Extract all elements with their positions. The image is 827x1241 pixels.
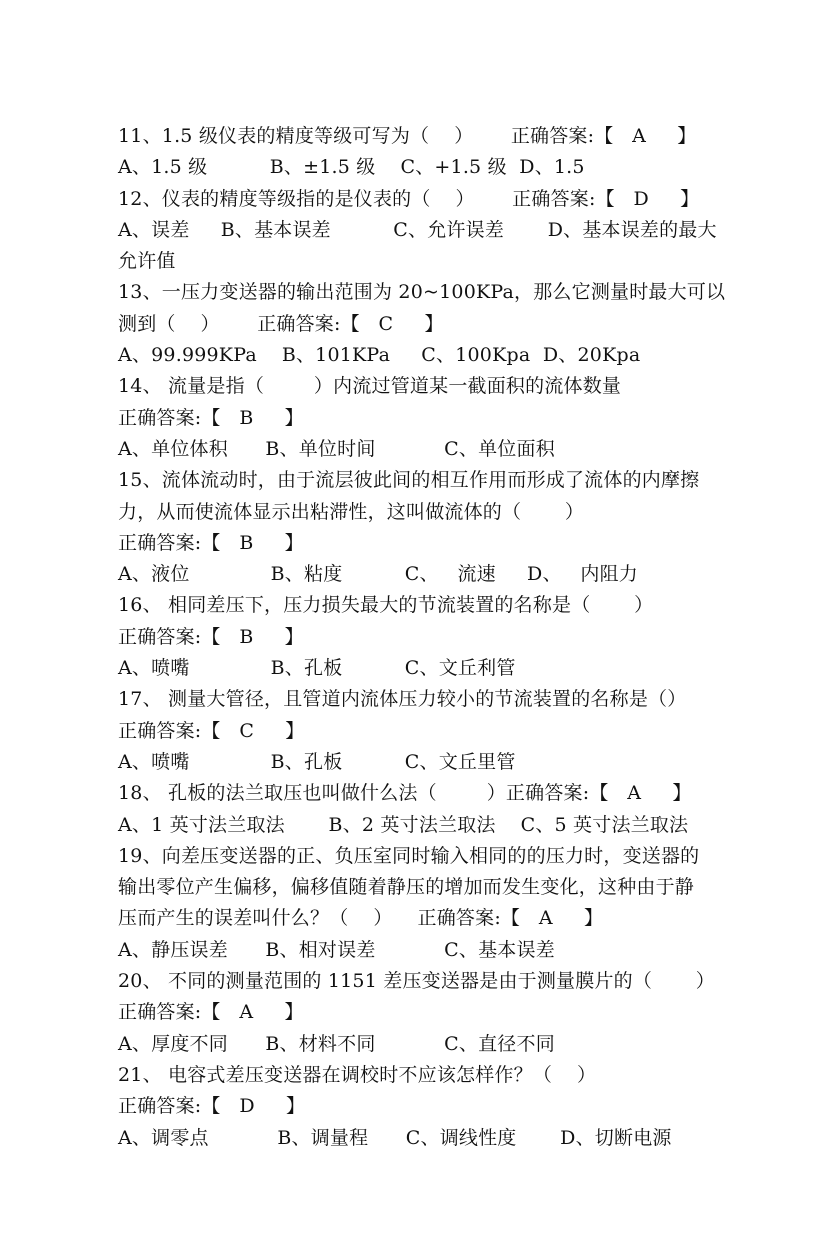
q12-options: A、误差 B、基本误差 C、允许误差 D、基本误差的最大 bbox=[118, 218, 717, 241]
q19-question-cont: 输出零位产生偏移，偏移值随着静压的增加而发生变化，这种由于静 bbox=[118, 876, 695, 899]
q21-options: A、调零点 B、调量程 C、调线性度 D、切断电源 bbox=[118, 1126, 672, 1149]
q20-question: 20、 不同的测量范围的 1151 差压变送器是由于测量膜片的（ ） bbox=[118, 970, 715, 993]
q17-options: A、喷嘴 B、孔板 C、文丘里管 bbox=[118, 750, 516, 773]
q14-question: 14、 流量是指（ ）内流过管道某一截面积的流体数量 bbox=[118, 375, 622, 398]
q16-answer: 正确答案:【 B 】 bbox=[118, 625, 304, 648]
q12-question: 12、仪表的精度等级指的是仪表的（ ） 正确答案:【 D 】 bbox=[118, 187, 700, 210]
q21-answer: 正确答案:【 D 】 bbox=[118, 1095, 306, 1118]
q19-options: A、静压误差 B、相对误差 C、基本误差 bbox=[118, 938, 555, 961]
q19-question: 19、向差压变送器的正、负压室同时输入相同的的压力时，变送器的 bbox=[118, 844, 700, 867]
q18-options: A、1 英寸法兰取法 B、2 英寸法兰取法 C、5 英寸法兰取法 bbox=[118, 813, 689, 836]
q14-answer: 正确答案:【 B 】 bbox=[118, 406, 304, 429]
q14-options: A、单位体积 B、单位时间 C、单位面积 bbox=[118, 437, 555, 460]
q15-question-cont: 力，从而使流体显示出粘滞性，这叫做流体的（ ） bbox=[118, 500, 585, 523]
q16-question: 16、 相同差压下，压力损失最大的节流装置的名称是（ ） bbox=[118, 594, 654, 617]
q19-question-cont2: 压而产生的误差叫什么？（ ） 正确答案:【 A 】 bbox=[118, 907, 604, 930]
q18-question: 18、 孔板的法兰取压也叫做什么法（ ）正确答案:【 A 】 bbox=[118, 782, 692, 805]
q13-question: 13、一压力变送器的输出范围为 20~100KPa，那么它测量时最大可以 bbox=[118, 281, 726, 304]
q13-options: A、99.999KPa B、101KPa C、100Kpa D、20Kpa bbox=[118, 344, 641, 367]
q17-question: 17、 测量大管径，且管道内流体压力较小的节流装置的名称是（） bbox=[118, 688, 687, 711]
q15-options: A、液位 B、粘度 C、 流速 D、 内阻力 bbox=[118, 563, 638, 586]
q11-options: A、1.5 级 B、±1.5 级 C、+1.5 级 D、1.5 bbox=[118, 156, 585, 179]
q20-answer: 正确答案:【 A 】 bbox=[118, 1001, 304, 1024]
question-list bbox=[118, 121, 743, 1154]
q21-question: 21、 电容式差压变送器在调校时不应该怎样作？（ ） bbox=[118, 1063, 597, 1086]
q12-options-cont: 允许值 bbox=[118, 250, 176, 273]
q11-question: 11、1.5 级仪表的精度等级可写为（ ） 正确答案:【 A 】 bbox=[118, 125, 697, 147]
q15-answer: 正确答案:【 B 】 bbox=[118, 531, 304, 554]
q20-options: A、厚度不同 B、材料不同 C、直径不同 bbox=[118, 1032, 555, 1055]
q16-options: A、喷嘴 B、孔板 C、文丘利管 bbox=[118, 657, 516, 680]
q15-question: 15、流体流动时，由于流层彼此间的相互作用而形成了流体的内摩擦 bbox=[118, 469, 700, 492]
q13-question-cont: 测到（ ） 正确答案:【 C 】 bbox=[118, 312, 444, 335]
q17-answer: 正确答案:【 C 】 bbox=[118, 719, 305, 742]
